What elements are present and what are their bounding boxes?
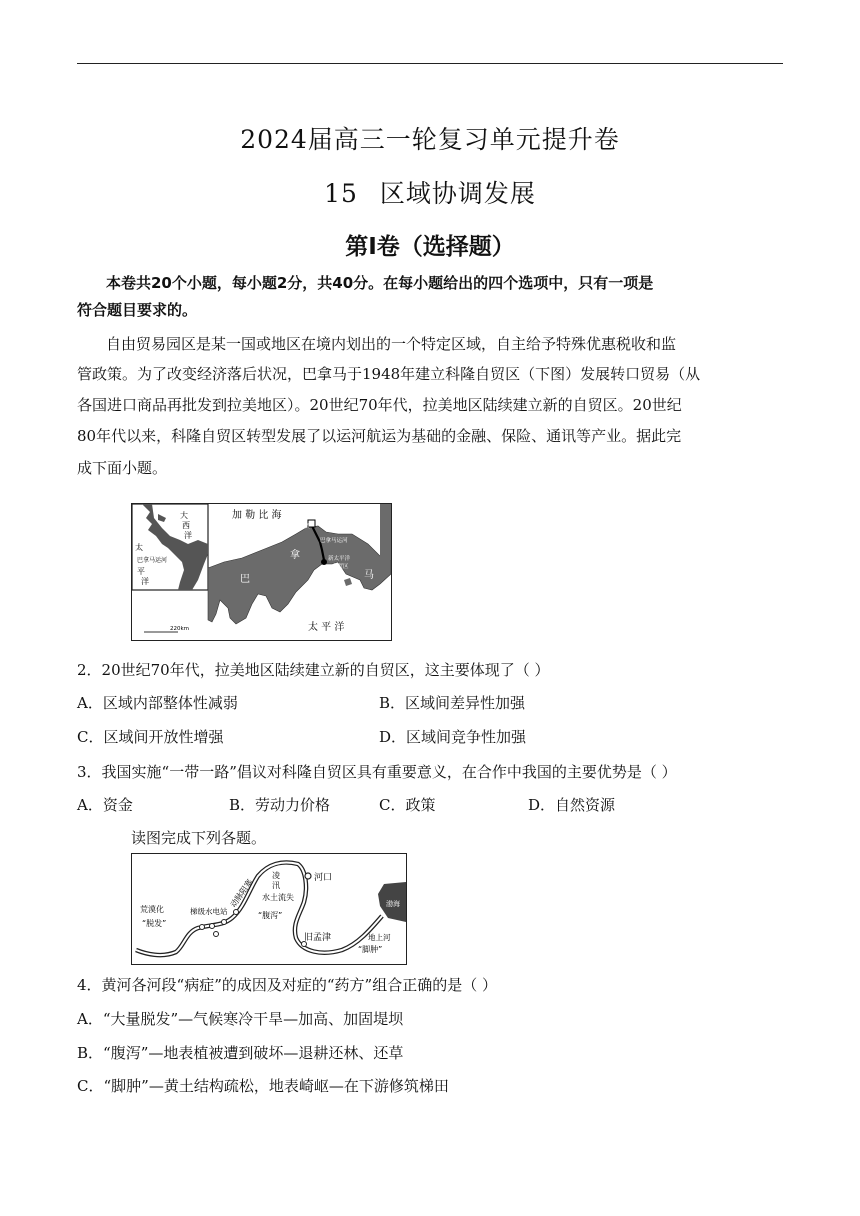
new-pacific-label: 自贸区 [332, 564, 349, 570]
passage-line: 成下面小题。 [77, 459, 168, 477]
country-label-ba: 巴 [240, 574, 250, 585]
fuxie-label: “腹泻” [258, 911, 283, 920]
colon-label: 科隆自贸 [288, 524, 311, 530]
option-b: B．区域间差异性加强 [379, 694, 526, 712]
canal-label: 巴拿马运河 [320, 538, 348, 544]
yellow-river-map [131, 853, 407, 965]
inset-label: 太 [135, 543, 143, 552]
option-c: C．区域间开放性增强 [77, 728, 224, 746]
instructions-line: 本卷共20个小题，每小题2分，共40分。在每小题给出的四个选项中，只有一项是 [106, 274, 654, 292]
panama-map-graphic [132, 504, 391, 640]
document-title: 2024届高三一轮复习单元提升卷 [240, 125, 620, 154]
option-a: A．资金 [77, 796, 133, 814]
colombia-landmass [380, 504, 391, 560]
yellow-river-map-graphic [132, 854, 406, 964]
country-label-na: 拿 [290, 550, 300, 561]
inset-label: 巴拿马运河 [137, 557, 168, 564]
unit-heading [0, 174, 860, 210]
inset-label: 平 [137, 567, 145, 576]
panama-map [131, 503, 392, 641]
jiaozhong-label: “脚肿” [358, 945, 383, 954]
unit-number: 15 [324, 179, 358, 208]
river-course-outline [136, 863, 382, 956]
scale-label: 220km [170, 626, 190, 632]
unit-title: 区域协调发展 [379, 179, 536, 208]
option-c: C．政策 [379, 796, 436, 814]
dams-label: 梯级水电站 [190, 907, 228, 916]
ling-label: 凌 [272, 871, 280, 880]
instructions-line: 符合题目要求的。 [77, 301, 198, 319]
option-b: B．“腹泻”—地表植被遭到破坏—退耕还林、还草 [77, 1044, 404, 1062]
section-title: 第Ⅰ卷（选择题） [345, 234, 515, 260]
inset-label: 洋 [184, 531, 192, 540]
question-stem: 2．20世纪70年代，拉美地区陆续建立新的自贸区，这主要体现了（ ） [77, 661, 550, 679]
tuofa-label: “脱发” [142, 919, 167, 928]
island [344, 578, 352, 586]
hekou-label: 河口 [314, 873, 333, 883]
passage-line: 读图完成下列各题。 [131, 829, 267, 847]
option-d: D．区域间竞争性加强 [379, 728, 527, 746]
erosion-label: 水土流失 [262, 893, 294, 902]
xun-label: 汛 [272, 881, 280, 890]
dishang-label: 地上河 [368, 933, 391, 942]
inset-label: 洋 [141, 577, 149, 586]
option-a: A．“大量脱发”—气候寒冷干旱—加高、加固堤坝 [77, 1010, 404, 1028]
inset-label: 西 [182, 521, 190, 530]
pacific-label: 太 平 洋 [308, 622, 345, 633]
desertification-label: 荒漠化 [140, 905, 164, 914]
passage-line: 自由贸易园区是某一国或地区在境内划出的一个特定区域，自主给予特殊优惠税收和监 [106, 335, 677, 353]
passage-line: 各国进口商品再批发到拉美地区）。20世纪70年代，拉美地区陆续建立新的自贸区。20世纪 [77, 396, 682, 414]
option-c: C．“脚肿”—黄土结构疏松，地表崎岖—在下游修筑梯田 [77, 1077, 449, 1095]
mengjin-label: 旧孟津 [304, 933, 332, 943]
option-a: A．区域内部整体性减弱 [77, 694, 238, 712]
caribbean-label: 加 勒 比 海 [232, 510, 282, 521]
bohai-label: 渤海 [386, 900, 400, 908]
new-pacific-zone-marker [321, 559, 327, 565]
option-b: B．劳动力价格 [229, 796, 331, 814]
country-label-ma: 马 [364, 570, 374, 581]
question-stem: 4．黄河各河段“病症”的成因及对症的“药方”组合正确的是（ ） [77, 976, 497, 994]
option-d: D．自然资源 [528, 796, 616, 814]
inset-label: 大 [180, 511, 188, 520]
new-pacific-label: 新太平洋 [328, 556, 351, 562]
header-rule [77, 63, 783, 64]
artery-label: 动脉阻塞 [228, 877, 255, 910]
passage-line: 80年代以来，科隆自贸区转型发展了以运河航运为基础的金融、保险、通讯等产业。据此完 [77, 427, 682, 445]
question-stem: 3．我国实施“一带一路”倡议对科隆自贸区具有重要意义，在合作中我国的主要优势是（ ） [77, 763, 677, 781]
passage-line: 管政策。为了改变经济落后状况，巴拿马于1948年建立科隆自贸区（下图）发展转口贸易（从 [77, 365, 701, 383]
hekou-marker [305, 873, 311, 879]
